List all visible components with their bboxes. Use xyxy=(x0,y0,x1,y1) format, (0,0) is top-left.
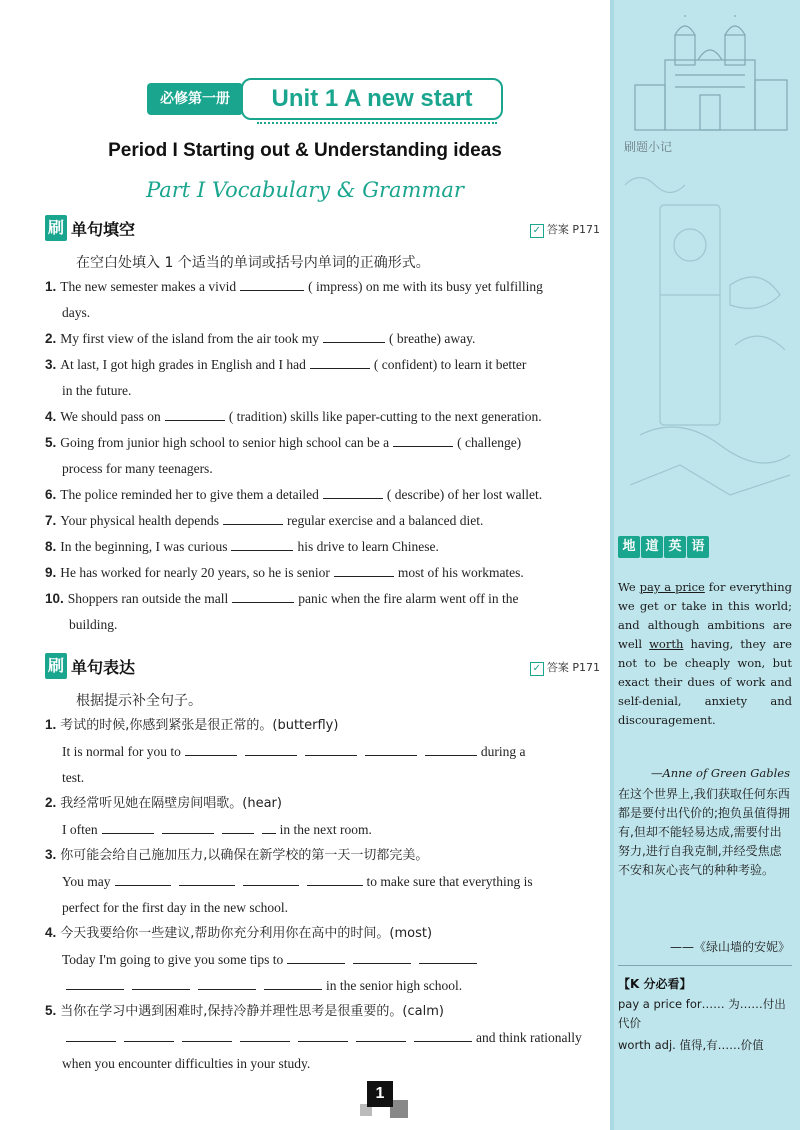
item-text: Going from junior high school to senior high school can be a xyxy=(60,435,390,450)
item-text: ( breathe) away. xyxy=(388,331,476,346)
item-text: most of his workmates. xyxy=(397,565,524,580)
badge-char: 地 xyxy=(618,536,640,558)
answer-blank[interactable] xyxy=(307,884,363,886)
item-text: his drive to learn Chinese. xyxy=(297,539,439,554)
item-text-continued: test. xyxy=(62,770,85,785)
answer-blank[interactable] xyxy=(334,575,394,577)
item-text: You may xyxy=(62,874,111,889)
quote-text: We xyxy=(618,580,640,594)
item-text-continued: building. xyxy=(69,617,118,632)
answer-blank[interactable] xyxy=(115,884,171,886)
answer-line xyxy=(45,739,598,765)
list-item xyxy=(45,404,598,430)
answer-line xyxy=(45,947,598,973)
answer-blank[interactable] xyxy=(240,289,304,291)
check-icon: ✓ xyxy=(530,224,544,238)
brush-icon: 刷 xyxy=(45,653,67,679)
chinese-prompt: 今天我要给你一些建议,帮助你充分利用你在高中的时间。(most) xyxy=(60,926,433,941)
check-icon: ✓ xyxy=(530,662,544,676)
badge-char: 语 xyxy=(687,536,709,558)
header-dotted-line xyxy=(257,122,497,124)
part-title: Part I Vocabulary & Grammar xyxy=(146,178,464,202)
answer-line xyxy=(45,973,598,999)
list-item xyxy=(45,534,598,560)
divider xyxy=(618,965,792,966)
answer-blank[interactable] xyxy=(231,549,293,551)
item-text: He has worked for nearly 20 years, so he is senior xyxy=(60,565,330,580)
item-text: ( describe) of her lost wallet. xyxy=(386,487,543,502)
chinese-prompt: 我经常听见她在隔壁房间唱歌。(hear) xyxy=(60,796,282,811)
item-text: to make sure that everything is xyxy=(366,874,533,889)
quote-highlight: pay a price xyxy=(639,580,705,594)
item-number: 2. xyxy=(45,795,57,810)
quote-highlight: worth xyxy=(649,637,684,651)
answer-blank[interactable] xyxy=(287,962,345,964)
answer-blank[interactable] xyxy=(185,754,237,756)
answer-blank[interactable] xyxy=(179,884,235,886)
english-quote xyxy=(618,578,792,730)
item-number: 3. xyxy=(45,847,57,862)
item-text: regular exercise and a balanced diet. xyxy=(287,513,484,528)
item-text: panic when the fire alarm went off in the xyxy=(298,591,519,606)
answer-blank[interactable] xyxy=(240,1040,290,1042)
answer-blank[interactable] xyxy=(419,962,477,964)
item-number: 6. xyxy=(45,487,57,502)
chinese-prompt: 考试的时候,你感到紧张是很正常的。(butterfly) xyxy=(60,718,339,733)
key-point: worth adj. 值得,有……价值 xyxy=(618,1038,764,1052)
page-number: 1 xyxy=(367,1081,393,1107)
list-item xyxy=(45,920,598,999)
item-number: 4. xyxy=(45,925,57,940)
answer-blank[interactable] xyxy=(66,1040,116,1042)
unit-header xyxy=(147,78,503,122)
answer-blank[interactable] xyxy=(356,1040,406,1042)
item-number: 7. xyxy=(45,513,57,528)
key-point: pay a price for…… 为……付出代价 xyxy=(618,997,786,1030)
book-tag: 必修第一册 xyxy=(147,83,243,115)
item-text: My first view of the island from the air took my xyxy=(60,331,319,346)
list-item xyxy=(45,274,598,326)
item-text: Shoppers ran outside the mall xyxy=(67,591,229,606)
item-text: ( impress) on me with its busy yet fulfilling xyxy=(308,279,543,294)
item-text: At last, I got high grades in English and I had xyxy=(60,357,306,372)
item-text: in the next room. xyxy=(279,822,372,837)
quote-text: for everything we get or take in this world; and although ambitions are well xyxy=(618,580,792,651)
badge-char: 道 xyxy=(641,536,663,558)
section-title: 单句表达 xyxy=(71,658,136,677)
chinese-prompt: 当你在学习中遇到困难时,保持冷静并理性思考是很重要的。(calm) xyxy=(60,1004,444,1019)
answer-blank[interactable] xyxy=(182,1040,232,1042)
item-text-continued: when you encounter difficulties in your study. xyxy=(62,1056,311,1071)
item-number: 8. xyxy=(45,539,57,554)
list-item xyxy=(45,842,598,921)
answer-blank[interactable] xyxy=(414,1040,472,1042)
chinese-prompt: 你可能会给自己施加压力,以确保在新学校的第一天一切都完美。 xyxy=(60,848,429,863)
answer-blank[interactable] xyxy=(353,962,411,964)
answer-reference xyxy=(530,659,600,676)
item-number: 4. xyxy=(45,409,57,424)
badge-char: 英 xyxy=(664,536,686,558)
item-text-continued: perfect for the first day in the new school. xyxy=(62,900,289,915)
list-item xyxy=(45,508,598,534)
answer-blank[interactable] xyxy=(245,754,297,756)
answer-blank[interactable] xyxy=(298,1040,348,1042)
answer-reference xyxy=(530,221,600,238)
item-text: ( challenge) xyxy=(457,435,522,450)
answer-line xyxy=(45,817,598,843)
list-item xyxy=(45,712,598,791)
section-header-fill-in xyxy=(45,215,600,243)
list-item xyxy=(45,352,598,404)
list-item xyxy=(45,998,598,1077)
answer-line xyxy=(45,1025,598,1051)
item-number: 5. xyxy=(45,435,57,450)
answer-blank[interactable] xyxy=(222,832,254,834)
list-item xyxy=(45,790,598,843)
list-item xyxy=(45,482,598,508)
church-illustration xyxy=(630,15,790,135)
answer-blank[interactable] xyxy=(262,832,276,834)
answer-blank[interactable] xyxy=(323,341,385,343)
answer-blank[interactable] xyxy=(162,832,214,834)
chinese-translation: 在这个世界上,我们获取任何东西都是要付出代价的;抱负虽值得拥有,但却不能轻易达成,需要付出努力,进行自我克制,并经受焦虑不安和灰心丧气的种种考验。 xyxy=(618,787,791,877)
item-text-continued: days. xyxy=(62,305,91,320)
answer-blank[interactable] xyxy=(310,367,370,369)
answer-blank[interactable] xyxy=(243,884,299,886)
item-text: during a xyxy=(480,744,526,759)
answer-ref-text: 答案 P171 xyxy=(546,661,600,674)
period-title: Period I Starting out & Understanding ideas xyxy=(108,140,502,161)
item-text: The new semester makes a vivid xyxy=(60,279,237,294)
answer-line xyxy=(45,869,598,895)
section-header-translation xyxy=(45,653,600,681)
item-text: in the senior high school. xyxy=(326,978,463,993)
item-text-continued: in the future. xyxy=(62,383,132,398)
answer-blank[interactable] xyxy=(365,754,417,756)
item-number: 5. xyxy=(45,1003,57,1018)
item-text: The police reminded her to give them a detailed xyxy=(60,487,319,502)
authentic-english-badges xyxy=(618,536,710,560)
item-text: In the beginning, I was curious xyxy=(60,539,228,554)
list-item xyxy=(45,560,598,586)
item-text: and think rationally xyxy=(476,1030,582,1045)
answer-blank[interactable] xyxy=(165,419,225,421)
answer-blank[interactable] xyxy=(323,497,383,499)
item-number: 2. xyxy=(45,331,57,346)
answer-blank[interactable] xyxy=(198,988,256,990)
item-text: Your physical health depends xyxy=(60,513,219,528)
answer-blank[interactable] xyxy=(223,523,283,525)
answer-blank[interactable] xyxy=(393,445,453,447)
list-item xyxy=(45,326,598,352)
brush-icon: 刷 xyxy=(45,215,67,241)
answer-ref-text: 答案 P171 xyxy=(546,223,600,236)
side-panel xyxy=(610,0,800,1130)
item-number: 9. xyxy=(45,565,57,580)
unit-title: Unit 1 A new start xyxy=(241,78,503,120)
key-points-title: 【K 分必看】 xyxy=(618,977,692,991)
notes-title: 刷题小记 xyxy=(624,140,673,154)
doodle-decoration xyxy=(620,165,795,525)
item-number: 3. xyxy=(45,357,57,372)
item-text: ( tradition) skills like paper-cutting to the next generation. xyxy=(228,409,542,424)
side-panel-edge xyxy=(610,0,614,1130)
answer-blank[interactable] xyxy=(232,601,294,603)
answer-blank[interactable] xyxy=(66,988,124,990)
item-text: ( confident) to learn it better xyxy=(373,357,527,372)
item-text: It is normal for you to xyxy=(62,744,181,759)
item-text: We should pass on xyxy=(60,409,161,424)
instruction: 在空白处填入 1 个适当的单词或括号内单词的正确形式。 xyxy=(76,255,430,271)
item-number: 1. xyxy=(45,279,57,294)
answer-blank[interactable] xyxy=(102,832,154,834)
item-text-continued: process for many teenagers. xyxy=(62,461,213,476)
answer-blank[interactable] xyxy=(124,1040,174,1042)
item-number: 10. xyxy=(45,591,64,606)
item-text: Today I'm going to give you some tips to xyxy=(62,952,284,967)
chinese-source: ——《绿山墙的安妮》 xyxy=(669,940,790,954)
item-number: 1. xyxy=(45,717,57,732)
quote-source: —Anne of Green Gables xyxy=(650,766,790,780)
answer-blank[interactable] xyxy=(425,754,477,756)
item-text: I often xyxy=(62,822,98,837)
answer-blank[interactable] xyxy=(132,988,190,990)
answer-blank[interactable] xyxy=(305,754,357,756)
list-item xyxy=(45,586,598,638)
quote-text: having, they are not to be cheaply won, but exact their dues of work and self-denial, anxiety and discouragement. xyxy=(618,637,792,727)
section-title: 单句填空 xyxy=(71,220,136,239)
instruction: 根据提示补全句子。 xyxy=(76,693,202,709)
list-item xyxy=(45,430,598,482)
answer-blank[interactable] xyxy=(264,988,322,990)
